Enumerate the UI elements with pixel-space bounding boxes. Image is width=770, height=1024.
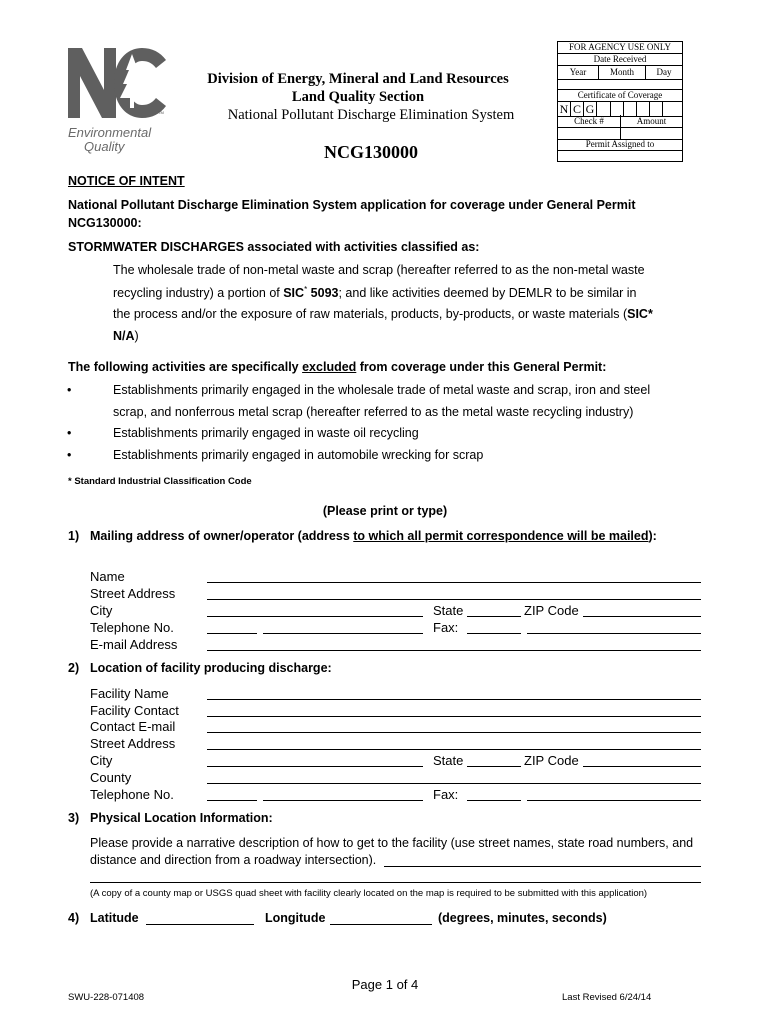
ncg-n: N bbox=[558, 102, 571, 116]
facility-zip-label: ZIP Code bbox=[524, 753, 579, 768]
bullet: • bbox=[67, 426, 72, 440]
owner-fax-number-field[interactable] bbox=[527, 633, 701, 634]
page-number: Page 1 of 4 bbox=[351, 977, 419, 992]
facility-street-field[interactable] bbox=[207, 749, 701, 750]
facility-county-label: County bbox=[90, 770, 132, 785]
cert-digit-cell[interactable] bbox=[636, 102, 650, 116]
map-requirement-note: (A copy of a county map or USGS quad sheet with facility clearly located on the map is required to be submitted with this application) bbox=[90, 888, 648, 899]
excluded-item-1-line-1: Establishments primarily engaged in the wholesale trade of metal waste and scrap, iron and steel bbox=[113, 383, 651, 397]
location-desc-line-2: distance and direction from a roadway intersection). bbox=[90, 853, 377, 867]
activity-desc-line-2: recycling industry) a portion of SIC* 5093; and like activities deemed by DEMLR to be similar in bbox=[113, 285, 637, 301]
activity-desc-line-3: the process and/or the exposure of raw materials, products, by-products, or waste materials (SIC* bbox=[113, 307, 653, 321]
owner-phone-area-field[interactable] bbox=[207, 633, 257, 634]
cert-digit-cell[interactable] bbox=[662, 102, 663, 116]
print-instruction: (Please print or type) bbox=[322, 504, 448, 518]
system-title: National Pollutant Discharge Elimination System bbox=[227, 107, 515, 123]
last-revised: Last Revised 6/24/14 bbox=[562, 992, 652, 1003]
owner-city-label: City bbox=[90, 603, 113, 618]
form-id: SWU-228-071408 bbox=[68, 992, 145, 1003]
longitude-label: Longitude bbox=[265, 911, 326, 925]
section-3-title: Physical Location Information: bbox=[90, 811, 273, 825]
excluded-heading: The following activities are specifically excluded from coverage under this General Permit: bbox=[68, 360, 607, 374]
agency-use-box bbox=[557, 41, 683, 162]
facility-contact-field[interactable] bbox=[207, 716, 701, 717]
facility-name-field[interactable] bbox=[207, 699, 701, 700]
owner-state-field[interactable] bbox=[467, 616, 521, 617]
month-cell[interactable]: Month bbox=[599, 66, 646, 79]
activity-desc-line-1: The wholesale trade of non-metal waste and scrap (hereafter referred to as the non-metal waste bbox=[113, 263, 645, 277]
ncg-g: G bbox=[584, 102, 597, 116]
agency-title: FOR AGENCY USE ONLY bbox=[558, 42, 682, 54]
cert-digit-cell[interactable] bbox=[610, 102, 624, 116]
owner-fax-area-field[interactable] bbox=[467, 633, 521, 634]
application-line-1: National Pollutant Discharge Elimination System application for coverage under General Permit bbox=[68, 198, 636, 212]
owner-email-label: E-mail Address bbox=[90, 637, 178, 652]
owner-phone-label: Telephone No. bbox=[90, 620, 174, 635]
sic-footnote: * Standard Industrial Classification Code bbox=[68, 476, 252, 487]
owner-name-field[interactable] bbox=[207, 582, 701, 583]
location-desc-line-1: Please provide a narrative description of how to get to the facility (use street names, state road numbers, and bbox=[90, 836, 694, 850]
date-entry-row bbox=[558, 79, 682, 90]
permit-assigned-label: Permit Assigned to bbox=[585, 139, 655, 149]
latitude-field[interactable] bbox=[146, 924, 254, 925]
application-line-2: NCG130000: bbox=[68, 216, 142, 230]
ncg-c: C bbox=[571, 102, 584, 116]
facility-state-label: State bbox=[433, 753, 464, 768]
permit-assigned-line bbox=[558, 150, 682, 151]
contact-email-label: Contact E-mail bbox=[90, 719, 176, 734]
logo-tagline-1: Environmental bbox=[68, 125, 152, 140]
facility-phone-area-field[interactable] bbox=[207, 800, 257, 801]
facility-contact-label: Facility Contact bbox=[90, 703, 179, 718]
section-4-number: 4) bbox=[68, 911, 80, 925]
owner-phone-number-field[interactable] bbox=[263, 633, 423, 634]
facility-zip-field[interactable] bbox=[583, 766, 701, 767]
excluded-item-1-line-2: scrap, and nonferrous metal scrap (hereafter referred to as the metal waste recycling industry) bbox=[113, 405, 634, 419]
location-description-field-2[interactable] bbox=[90, 882, 701, 883]
contact-email-field[interactable] bbox=[207, 732, 701, 733]
notice-heading: NOTICE OF INTENT bbox=[68, 174, 185, 188]
activity-desc-line-4: N/A) bbox=[113, 329, 139, 343]
permit-number: NCG130000 bbox=[324, 142, 418, 162]
facility-fax-number-field[interactable] bbox=[527, 800, 701, 801]
facility-state-field[interactable] bbox=[467, 766, 521, 767]
check-row bbox=[558, 115, 682, 128]
facility-fax-label: Fax: bbox=[433, 787, 459, 802]
section-2-title: Location of facility producing discharge: bbox=[90, 661, 332, 675]
section-title: Land Quality Section bbox=[291, 89, 425, 105]
facility-name-label: Facility Name bbox=[90, 686, 169, 701]
latitude-label: Latitude bbox=[90, 911, 139, 925]
facility-phone-label: Telephone No. bbox=[90, 787, 174, 802]
nc-deq-logo bbox=[66, 44, 170, 156]
section-2-number: 2) bbox=[68, 661, 80, 675]
bullet: • bbox=[67, 448, 72, 462]
section-3-number: 3) bbox=[68, 811, 80, 825]
owner-city-field[interactable] bbox=[207, 616, 423, 617]
check-label: Check # bbox=[558, 115, 621, 127]
facility-street-label: Street Address bbox=[90, 736, 176, 751]
facility-county-field[interactable] bbox=[207, 783, 701, 784]
longitude-field[interactable] bbox=[330, 924, 432, 925]
date-row bbox=[558, 65, 682, 80]
owner-zip-field[interactable] bbox=[583, 616, 701, 617]
coordinate-units: (degrees, minutes, seconds) bbox=[438, 911, 607, 925]
amount-label: Amount bbox=[636, 116, 667, 126]
nc-logo-graphic bbox=[66, 44, 170, 122]
facility-city-field[interactable] bbox=[207, 766, 423, 767]
facility-phone-number-field[interactable] bbox=[263, 800, 423, 801]
certificate-label: Certificate of Coverage bbox=[577, 90, 663, 100]
logo-tagline-2: Quality bbox=[84, 139, 125, 154]
day-cell[interactable]: Day bbox=[656, 67, 672, 77]
bullet: • bbox=[67, 383, 72, 397]
excluded-item-3: Establishments primarily engaged in automobile wrecking for scrap bbox=[113, 448, 484, 462]
owner-street-field[interactable] bbox=[207, 599, 701, 600]
facility-fax-area-field[interactable] bbox=[467, 800, 521, 801]
division-title: Division of Energy, Mineral and Land Resources bbox=[207, 71, 509, 87]
year-cell[interactable]: Year bbox=[558, 66, 599, 79]
logo-tm: TM bbox=[158, 110, 164, 115]
excluded-item-2: Establishments primarily engaged in waste oil recycling bbox=[113, 426, 419, 440]
location-description-field[interactable] bbox=[384, 866, 701, 867]
section-1-title: Mailing address of owner/operator (address to which all permit correspondence will be mailed): bbox=[90, 529, 657, 543]
owner-state-label: State bbox=[433, 603, 464, 618]
owner-zip-label: ZIP Code bbox=[524, 603, 579, 618]
date-received-label: Date Received bbox=[593, 54, 647, 64]
owner-name-label: Name bbox=[90, 569, 125, 584]
stormwater-heading: STORMWATER DISCHARGES associated with activities classified as: bbox=[68, 240, 480, 254]
facility-city-label: City bbox=[90, 753, 113, 768]
owner-email-field[interactable] bbox=[207, 650, 701, 651]
owner-fax-label: Fax: bbox=[433, 620, 459, 635]
owner-street-label: Street Address bbox=[90, 586, 176, 601]
section-1-number: 1) bbox=[68, 529, 80, 543]
